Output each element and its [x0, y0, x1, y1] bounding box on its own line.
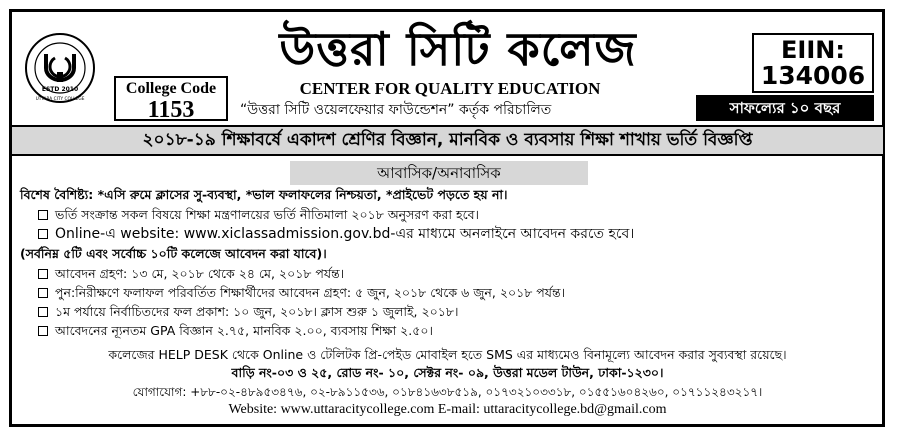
list-item-text: ১ম পর্যায়ে নির্বাচিতদের ফল প্রকাশ: ১০ জুন, ২০১৮। ক্লাস শুরু ১ জুলাই, ২০১৮। [55, 304, 459, 319]
list-item [38, 265, 898, 283]
residential-label: আবাসিক/অনাবাসিক [290, 161, 588, 185]
checkbox-icon [38, 269, 48, 279]
tagline: CENTER FOR QUALITY EDUCATION [299, 79, 601, 98]
checkbox-icon [38, 229, 48, 239]
list-item-text: আবেদনের ন্যূনতম GPA বিজ্ঞান ২.৭৫, মানবিক ২.০০, ব্যবসায় শিক্ষা ২.৫০। [55, 323, 433, 338]
list-item-text: ভর্তি সংক্রান্ত সকল বিষয়ে শিক্ষা মন্ত্রণালয়ের ভর্তি নীতিমালা ২০১৮ অনুসরণ করা হবে। [55, 207, 480, 222]
college-logo [24, 32, 96, 104]
admission-title-bar: ২০১৮-১৯ শিক্ষাবর্ষে একাদশ শ্রেণির বিজ্ঞান, মানবিক ও ব্যবসায় শিক্ষা শাখায় ভর্তি বিজ্ঞপ্তি [12, 125, 883, 156]
list-item-text: Online-এ website: www.xiclassadmission.gov.bd-এর মাধ্যমে অনলাইনে আবেদন করতে হবে। [55, 226, 635, 242]
checkbox-icon [38, 210, 48, 220]
managed-by-text: “উত্তরা সিটি ওয়েলফেয়ার ফাউন্ডেশন” কর্তৃক পরিচালিত [240, 102, 552, 118]
eiin-value: 134006 [760, 61, 866, 90]
features-line: বিশেষ বৈশিষ্ট্য: *এসি রুমে ক্লাসের সু-ব্যবস্থা, *ভাল ফলাফলের নিশ্চয়তা, *প্রাইভেট পড়তে হয় না। [20, 187, 508, 202]
list-item [38, 225, 898, 243]
address-line: বাড়ি নং-০৩ ও ২৫, রোড নং- ১০, সেক্টর নং- ০৯, উত্তরা মডেল টাউন, ঢাকা-১২৩০। [231, 365, 664, 380]
college-code-value: 1153 [147, 97, 195, 123]
list-item-text: পুন:নিরীক্ষণে ফলাফল পরিবর্তিত শিক্ষার্থীদের আবেদন গ্রহণ: ৫ জুন, ২০১৮ থেকে ৬ জুন, ২০১৮ পর্যন্ত। [55, 285, 566, 300]
checkbox-icon [38, 288, 48, 298]
checkbox-icon [38, 326, 48, 336]
help-desk-line: কলেজের HELP DESK থেকে Online ও টেলিটক প্রি-পেইড মোবাইল হতে SMS এর মাধ্যমেও বিনামূল্যে আবেদন করার সুব্যবস্থা রয়েছে। [108, 347, 787, 362]
college-code-box [114, 76, 228, 121]
list-item-text: আবেদন গ্রহণ: ১৩ মে, ২০১৮ থেকে ২৪ মে, ২০১৮ পর্যন্ত। [55, 266, 345, 281]
list-item [38, 206, 898, 224]
eiin-box [752, 33, 874, 93]
list-item [38, 284, 898, 302]
eiin-label: EIIN: [781, 36, 845, 64]
list-item [38, 303, 898, 321]
checkbox-icon [38, 307, 48, 317]
college-name-title: উত্তরা সিটি কলেজ [279, 22, 637, 76]
logo-estd-text: ESTD 2010 [41, 86, 79, 93]
college-code-label: College Code [125, 80, 217, 97]
min-max-note: (সর্বনিম্ন ৫টি এবং সর্বোচ্চ ১০টি কলেজে আবেদন করা যাবে)। [20, 246, 327, 261]
list-item [38, 322, 898, 340]
success-badge: সাফল্যের ১০ বছর [696, 95, 874, 121]
contact-line: যোগাযোগ: +৮৮-০২-৪৮৯৫৩৪৭৬, ০২-৮৯১১৫৩৬, ০১৮৪১৬৩৮৫১৯, ০১৭৩২১০৩৩১৮, ০১৫৫১৬০৪২৬০, ০১৭১১২৪৩২১৭। [132, 385, 763, 399]
website-email-line: Website: www.uttaracitycollege.com E-mail: uttaracitycollege.bd@gmail.com [228, 402, 667, 417]
logo-college-text: UTTARA CITY COLLEGE [35, 97, 85, 102]
